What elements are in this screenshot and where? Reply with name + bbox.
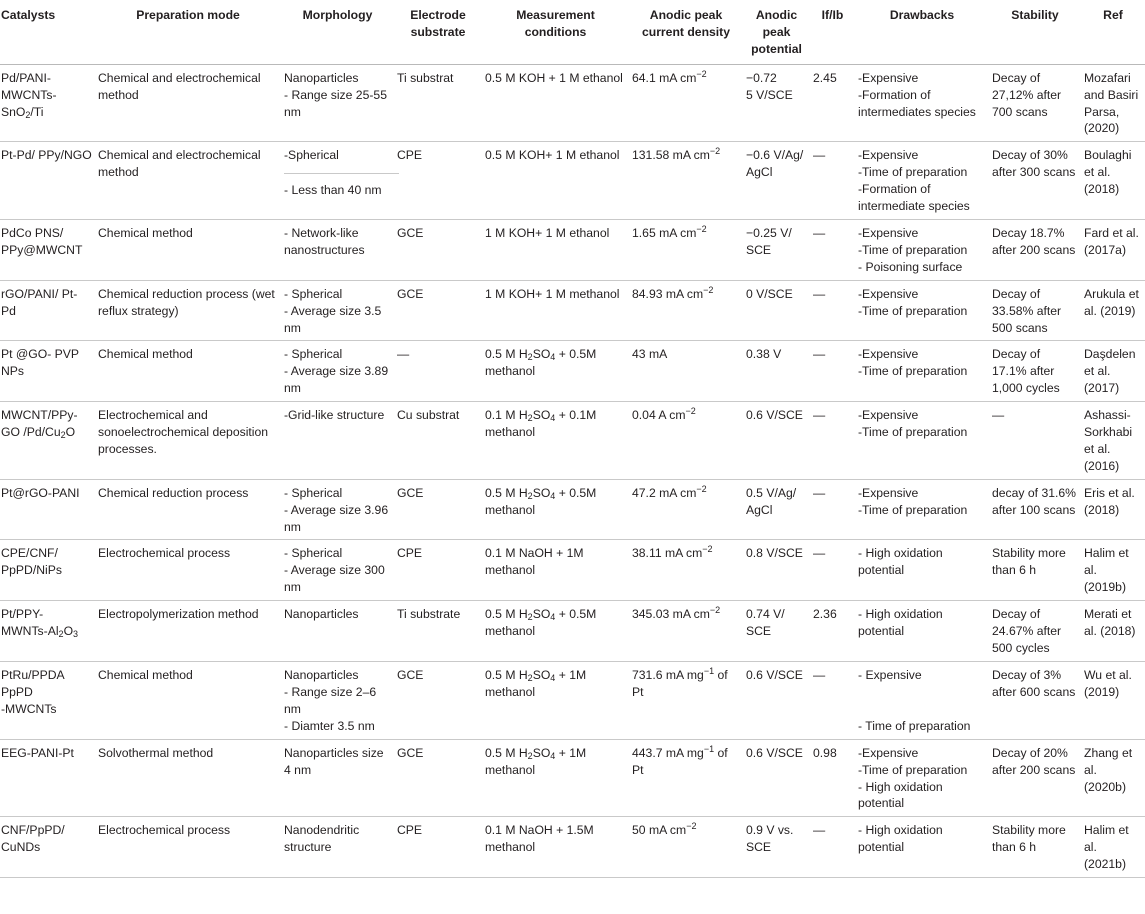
current-cell: 443.7 mA $mg^{-1}$ of Pt — [629, 739, 743, 817]
stability-cell: Stability more than 6 h — [989, 817, 1081, 878]
catalyst-cell: PdCo PNS/ PPy@MWCNT — [0, 219, 95, 280]
ref-cell: Ashassi-Sorkhabi et al. (2016) — [1081, 402, 1145, 480]
header-measurement: Measurement conditions — [482, 0, 629, 64]
potential-cell: 0.8 V/SCE — [743, 540, 810, 601]
stability-cell: decay of 31.6% after 100 scans — [989, 479, 1081, 540]
morphology-cell: Nanoparticles - Range size 2–6 nm - Diamter 3.5 nm — [281, 661, 394, 739]
stability-cell: Decay 18.7% after 200 scans — [989, 219, 1081, 280]
ref-cell: Wu et al. (2019) — [1081, 661, 1145, 739]
catalyst-cell: Pt@rGO-PANI — [0, 479, 95, 540]
sub-divider — [284, 173, 399, 174]
catalyst-cell: CPE/CNF/ PpPD/NiPs — [0, 540, 95, 601]
stability-cell: Decay of 30% after 300 scans — [989, 142, 1081, 220]
drawbacks-cell: -Expensive -Time of preparation - Poisoning surface — [855, 219, 989, 280]
ifib-cell: — — [810, 142, 855, 220]
potential-cell: 0 V/SCE — [743, 280, 810, 341]
catalyst-cell: EEG-PANI-Pt — [0, 739, 95, 817]
header-current: Anodic peak current density — [629, 0, 743, 64]
table-row — [0, 142, 1145, 220]
ifib-cell: — — [810, 661, 855, 739]
electrode-cell: GCE — [394, 661, 482, 739]
header-potential: Anodic peak potential — [743, 0, 810, 64]
stability-cell: Decay of 33.58% after 500 scans — [989, 280, 1081, 341]
catalyst-cell — [0, 64, 95, 142]
table-row — [0, 280, 1145, 341]
measurement-cell: 1 M KOH+ 1 M methanol — [482, 280, 629, 341]
morphology-cell: - Network-like nanostructures — [281, 219, 394, 280]
preparation-cell: Chemical method — [95, 661, 281, 739]
electrode-cell: CPE — [394, 817, 482, 878]
measurement-cell: 0.5 M KOH+ 1 M ethanol — [482, 142, 629, 220]
potential-cell: −0.72 5 V/SCE — [743, 64, 810, 142]
electrode-cell: Ti substrat — [394, 64, 482, 142]
measurement-cell: 0.1 M NaOH + 1M methanol — [482, 540, 629, 601]
drawbacks-cell: - High oxidation potential — [855, 540, 989, 601]
drawbacks-cell: -Expensive -Time of preparation — [855, 280, 989, 341]
catalyst-cell: Pt @GO- PVP NPs — [0, 341, 95, 402]
preparation-cell: Chemical method — [95, 219, 281, 280]
table-row — [0, 540, 1145, 601]
current-cell: 84.93 mA $cm^{-2}$ — [629, 280, 743, 341]
ifib-cell: — — [810, 341, 855, 402]
stability-cell: Decay of 3% after 600 scans — [989, 661, 1081, 739]
table-row — [0, 739, 1145, 817]
catalyst-line: MWCNTs- — [1, 87, 57, 102]
table-row — [0, 601, 1145, 662]
measurement-cell: 0.5 M $H_2SO_4 + 1M$ methanol — [482, 739, 629, 817]
morphology-cell: -Grid-like structure — [281, 402, 394, 480]
ref-cell: Mozafari and Basiri Parsa, (2020) — [1081, 64, 1145, 142]
ref-cell: Merati et al. (2018) — [1081, 601, 1145, 662]
preparation-cell: Chemical reduction process (wet reflux strategy) — [95, 280, 281, 341]
potential-cell: 0.9 V vs. SCE — [743, 817, 810, 878]
ifib-cell: — — [810, 219, 855, 280]
current-cell: 345.03 mA $cm^{-2}$ — [629, 601, 743, 662]
current-cell: 131.58 mA $cm^{-2}$ — [629, 142, 743, 220]
electrode-cell: — — [394, 341, 482, 402]
potential-cell: 0.38 V — [743, 341, 810, 402]
catalyst-cell: PtRu/PPDA PpPD -MWCNTs — [0, 661, 95, 739]
current-cell: 64.1 mA $cm^{-2}$ — [629, 64, 743, 142]
measurement-cell: 0.1 M NaOH + 1.5M methanol — [482, 817, 629, 878]
potential-cell: 0.6 V/SCE — [743, 739, 810, 817]
morphology-cell: - Spherical - Average size 3.89 nm — [281, 341, 394, 402]
ifib-cell: 2.45 — [810, 64, 855, 142]
measurement-cell: 0.5 M $H_2SO_4 + 1M$ methanol — [482, 661, 629, 739]
morphology-cell: Nanoparticles size 4 nm — [281, 739, 394, 817]
preparation-cell: Chemical method — [95, 341, 281, 402]
electrode-cell: Cu substrat — [394, 402, 482, 480]
potential-cell: 0.6 V/SCE — [743, 402, 810, 480]
header-drawbacks: Drawbacks — [855, 0, 989, 64]
catalyst-cell: MWCNT/PPy- GO $/Pd/Cu_2O$ — [0, 402, 95, 480]
table-row — [0, 219, 1145, 280]
catalyst-cell: CNF/PpPD/ CuNDs — [0, 817, 95, 878]
preparation-cell: Electrochemical process — [95, 540, 281, 601]
morphology-cell: - Spherical - Average size 300 nm — [281, 540, 394, 601]
stability-cell: Decay of 20% after 200 scans — [989, 739, 1081, 817]
potential-cell: −0.6 V/Ag/ AgCl — [743, 142, 810, 220]
current-cell: 47.2 mA $cm^{-2}$ — [629, 479, 743, 540]
potential-cell: 0.74 V/ SCE — [743, 601, 810, 662]
preparation-cell: Solvothermal method — [95, 739, 281, 817]
drawbacks-cell: - High oxidation potential — [855, 817, 989, 878]
electrode-cell: Ti substrate — [394, 601, 482, 662]
table-row — [0, 402, 1145, 480]
potential-cell: −0.25 V/ SCE — [743, 219, 810, 280]
potential-cell: 0.6 V/SCE — [743, 661, 810, 739]
catalyst-cell: Pt/PPY- MWNTs-$Al_2O_3$ — [0, 601, 95, 662]
drawbacks-cell: -Expensive -Time of preparation — [855, 479, 989, 540]
electrode-cell: CPE — [394, 540, 482, 601]
morphology-cell: Nanoparticles — [281, 601, 394, 662]
preparation-cell: Electrochemical process — [95, 817, 281, 878]
drawbacks-cell: -Expensive -Time of preparation - High oxidation potential — [855, 739, 989, 817]
preparation-cell: Electrochemical and sonoelectrochemical deposition processes. — [95, 402, 281, 480]
ref-cell: Daşdelen et al. (2017) — [1081, 341, 1145, 402]
ref-cell: Arukula et al. (2019) — [1081, 280, 1145, 341]
stability-cell: Decay of 27,12% after 700 scans — [989, 64, 1081, 142]
electrode-cell: GCE — [394, 219, 482, 280]
current-cell: 38.11 mA $cm^{-2}$ — [629, 540, 743, 601]
current-cell: 50 mA $cm^{-2}$ — [629, 817, 743, 878]
potential-cell: 0.5 V/Ag/ AgCl — [743, 479, 810, 540]
measurement-cell: 0.5 M $H_2SO_4 + 0.5M$ methanol — [482, 479, 629, 540]
preparation-cell: Chemical reduction process — [95, 479, 281, 540]
catalyst-line: Pd/PANI- — [1, 70, 51, 85]
header-electrode: Electrode substrate — [394, 0, 482, 64]
ref-cell: Zhang et al. (2020b) — [1081, 739, 1145, 817]
drawbacks-cell: - Expensive - Time of preparation — [855, 661, 989, 739]
header-catalysts: Catalysts — [0, 0, 95, 64]
ifib-cell: 0.98 — [810, 739, 855, 817]
morphology-cell: -Spherical - Less than 40 nm — [281, 142, 394, 220]
electrode-cell: GCE — [394, 479, 482, 540]
ifib-cell: — — [810, 817, 855, 878]
measurement-cell: 0.5 M $H_2SO_4 + 0.5M$ methanol — [482, 341, 629, 402]
header-stability: Stability — [989, 0, 1081, 64]
ifib-cell: — — [810, 402, 855, 480]
ifib-cell: 2.36 — [810, 601, 855, 662]
ifib-cell: — — [810, 479, 855, 540]
header-ref: Ref — [1081, 0, 1145, 64]
table-row — [0, 64, 1145, 142]
electrode-cell: GCE — [394, 280, 482, 341]
header-ifib: If/Ib — [810, 0, 855, 64]
ref-cell: Boulaghi et al. (2018) — [1081, 142, 1145, 220]
measurement-cell: 0.5 M KOH + 1 M ethanol — [482, 64, 629, 142]
current-cell: 731.6 mA $mg^{-1}$ of Pt — [629, 661, 743, 739]
table-row — [0, 341, 1145, 402]
ref-cell: Eris et al. (2018) — [1081, 479, 1145, 540]
drawbacks-cell: -Expensive -Time of preparation — [855, 341, 989, 402]
measurement-cell: 0.5 M $H_2SO_4 + 0.5M$ methanol — [482, 601, 629, 662]
ref-cell: Halim et al. (2021b) — [1081, 817, 1145, 878]
measurement-cell: 0.1 M $H_2SO_4 + 0.1M$ methanol — [482, 402, 629, 480]
header-morphology: Morphology — [281, 0, 394, 64]
morphology-cell: - Spherical - Average size 3.96 nm — [281, 479, 394, 540]
drawbacks-cell: -Expensive -Time of preparation — [855, 402, 989, 480]
drawbacks-cell: -Expensive -Formation of intermediates species — [855, 64, 989, 142]
catalyst-line: SnO$_2$/Ti — [1, 104, 44, 120]
ifib-cell: — — [810, 280, 855, 341]
preparation-cell: Chemical and electrochemical method — [95, 64, 281, 142]
catalyst-cell: Pt-Pd/ PPy/NGO — [0, 142, 95, 220]
stability-cell: Stability more than 6 h — [989, 540, 1081, 601]
stability-cell: — — [989, 402, 1081, 480]
morphology-cell: Nanoparticles - Range size 25-55 nm — [281, 64, 394, 142]
ifib-cell: — — [810, 540, 855, 601]
table-row — [0, 661, 1145, 739]
electrode-cell: CPE — [394, 142, 482, 220]
stability-cell: Decay of 17.1% after 1,000 cycles — [989, 341, 1081, 402]
stability-cell: Decay of 24.67% after 500 cycles — [989, 601, 1081, 662]
table-row — [0, 817, 1145, 878]
header-row — [0, 0, 1145, 64]
current-cell: 43 mA — [629, 341, 743, 402]
current-cell: 0.04 A $cm^{-2}$ — [629, 402, 743, 480]
table-row — [0, 479, 1145, 540]
drawbacks-cell: - High oxidation potential — [855, 601, 989, 662]
catalyst-cell: rGO/PANI/ Pt-Pd — [0, 280, 95, 341]
preparation-cell: Electropolymerization method — [95, 601, 281, 662]
measurement-cell: 1 M KOH+ 1 M ethanol — [482, 219, 629, 280]
ref-cell: Halim et al. (2019b) — [1081, 540, 1145, 601]
header-preparation: Preparation mode — [95, 0, 281, 64]
drawbacks-cell: -Expensive -Time of preparation -Formation of intermediate species — [855, 142, 989, 220]
morphology-cell: Nanodendritic structure — [281, 817, 394, 878]
current-cell: 1.65 mA $cm^{-2}$ — [629, 219, 743, 280]
morphology-cell: - Spherical - Average size 3.5 nm — [281, 280, 394, 341]
preparation-cell: Chemical and electrochemical method — [95, 142, 281, 220]
ref-cell: Fard et al. (2017a) — [1081, 219, 1145, 280]
electrode-cell: GCE — [394, 739, 482, 817]
